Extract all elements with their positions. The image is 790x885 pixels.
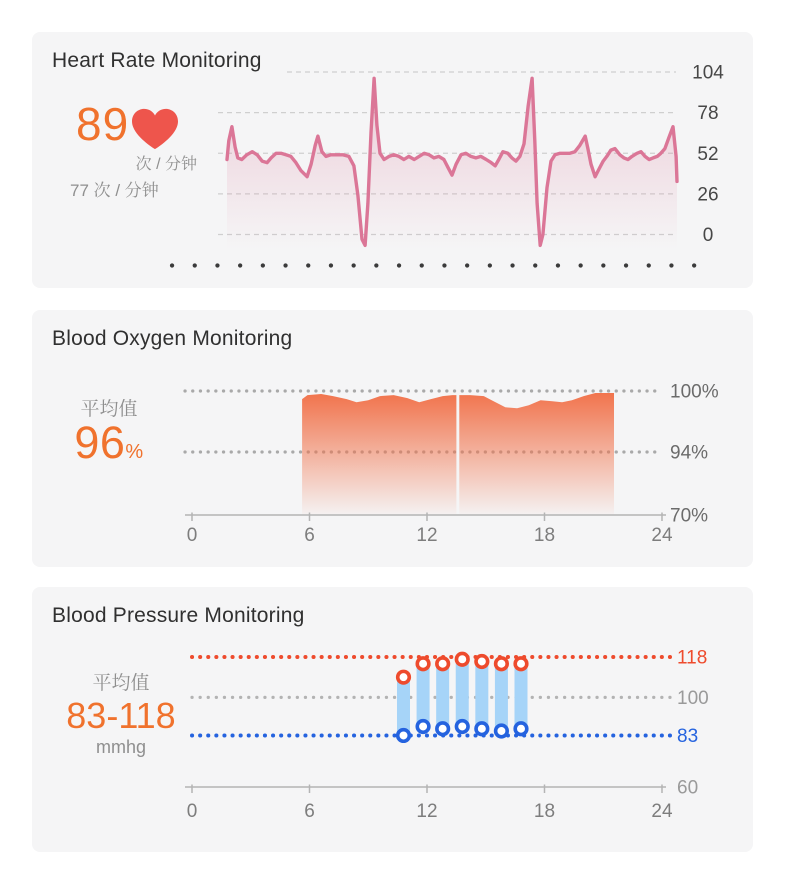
bp-systolic-point — [398, 671, 410, 683]
blood-oxygen-card — [32, 310, 753, 567]
bp-systolic-point — [456, 653, 468, 665]
blood-pressure-average — [46, 672, 196, 758]
bp-diastolic-point — [515, 723, 527, 735]
bp-systolic-point — [476, 656, 488, 668]
average-label: 平均值 — [80, 399, 138, 420]
bp-range-bar — [495, 664, 508, 731]
bp-range-bar — [456, 659, 469, 726]
bp-xtick-label: 24 — [651, 801, 673, 822]
bp-range-bar — [514, 664, 527, 729]
o2-ytick-label: 100% — [670, 381, 719, 403]
hr-ytick-label: 78 — [697, 103, 719, 125]
bp-systolic-point — [515, 658, 527, 670]
bp-range-bar — [475, 661, 488, 728]
bp-systolic-point — [437, 658, 449, 670]
blood-pressure-value: 83-118 — [66, 695, 176, 736]
bp-diastolic-point — [398, 730, 410, 742]
percent-sign: % — [125, 441, 144, 463]
heart-rate-value: 89 — [76, 98, 130, 150]
hr-ytick-label: 0 — [702, 225, 714, 246]
heart-rate-title: Heart Rate Monitoring — [52, 49, 262, 72]
heart-rate-current — [76, 98, 178, 150]
bp-ytick-label: 83 — [677, 725, 699, 747]
bp-diastolic-point — [437, 723, 449, 735]
bp-range-bar — [436, 664, 449, 729]
bp-ytick-label: 100 — [677, 687, 709, 709]
bp-systolic-point — [417, 658, 429, 670]
blood-oxygen-average — [42, 398, 176, 473]
bp-ytick-label: 118 — [677, 647, 708, 669]
blood-pressure-title: Blood Pressure Monitoring — [52, 604, 305, 627]
bp-range-bar — [417, 664, 430, 727]
hr-ytick-label: 26 — [697, 184, 719, 206]
average-label: 平均值 — [92, 673, 150, 694]
o2-area-segment — [459, 393, 614, 514]
heart-rate-daily-average: 77 次 / 分钟 — [70, 181, 159, 200]
blood-oxygen-value: 96% — [74, 417, 144, 468]
blood-pressure-unit: mmhg — [95, 737, 146, 757]
o2-xtick-label: 12 — [416, 525, 438, 546]
bp-xtick-label: 18 — [533, 801, 556, 822]
o2-xtick-label: 24 — [651, 525, 673, 546]
bp-xtick-label: 0 — [186, 801, 198, 822]
hr-ytick-label: 52 — [697, 143, 719, 165]
heart-icon — [132, 108, 178, 150]
heart-rate-card — [32, 32, 753, 288]
o2-xtick-label: 18 — [533, 525, 556, 546]
o2-area-segment — [302, 394, 456, 514]
hr-waveform-area — [227, 78, 677, 249]
bp-diastolic-point — [417, 721, 429, 733]
bp-range-bar — [397, 677, 410, 735]
bp-diastolic-point — [476, 723, 488, 735]
blood-oxygen-title: Blood Oxygen Monitoring — [52, 327, 293, 350]
o2-xtick-label: 0 — [186, 525, 198, 546]
o2-ytick-label: 70% — [670, 505, 709, 527]
bp-diastolic-point — [456, 721, 468, 733]
bp-xtick-label: 6 — [304, 801, 315, 822]
bp-systolic-point — [496, 658, 508, 670]
o2-ytick-label: 94% — [670, 442, 709, 464]
bp-xtick-label: 12 — [416, 801, 438, 822]
o2-xtick-label: 6 — [304, 525, 315, 546]
bp-ytick-label: 60 — [677, 777, 699, 799]
blood-pressure-card — [32, 587, 753, 852]
hr-ytick-label: 104 — [692, 62, 724, 84]
heart-rate-unit: 次 / 分钟 — [135, 156, 197, 173]
bp-diastolic-point — [496, 725, 508, 737]
